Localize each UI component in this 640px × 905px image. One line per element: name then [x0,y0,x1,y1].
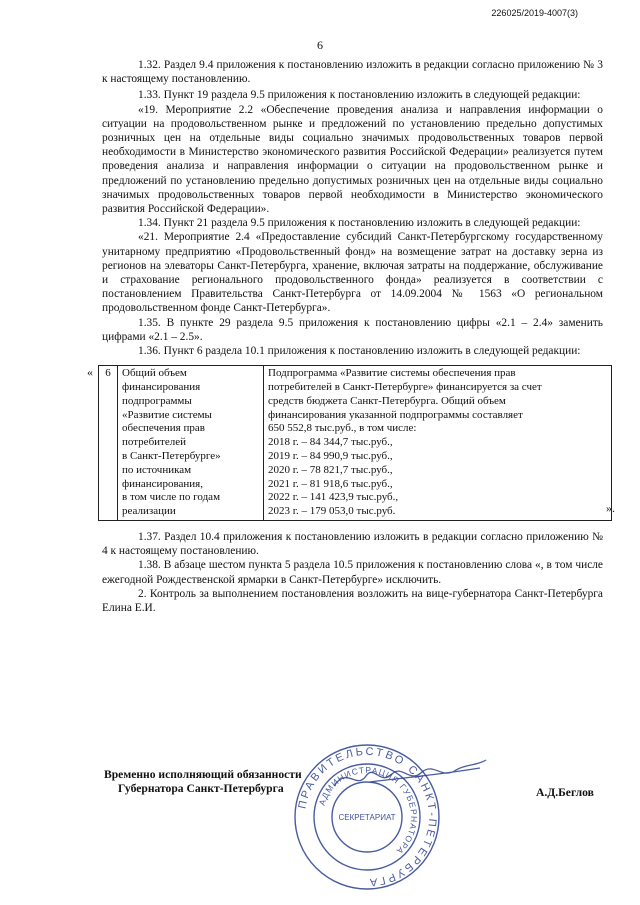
content-line: средств бюджета Санкт-Петербурга. Общий объем [268,394,506,407]
table-open-quote: « [87,365,93,380]
title-line: «Развитие системы [122,408,212,421]
title-line: обеспечения прав [122,422,205,435]
paragraph-1-38: 1.38. В абзаце шестом пункта 5 раздела 10.5 приложения к постановлению слова «, в том числе ежегодной Рождественской ярмарки в Санкт-Петербурге» исключить. [102,559,603,586]
signature-position-line-1: Временно исполняющий обязанности [104,768,302,781]
content-line: потребителей в Санкт-Петербурге» финансируется за счет [268,381,542,394]
paragraph-1-34: 1.34. Пункт 21 раздела 9.5 приложения к постановлению изложить в следующей редакции: [138,217,581,230]
title-line: финансирования, [122,477,203,490]
title-line: финансирования [122,381,201,394]
row-number-cell: 6 [99,366,118,521]
paragraph-1-36: 1.36. Пункт 6 раздела 10.1 приложения к постановлению изложить в следующей редакции: [138,345,581,358]
signatory-name: А.Д.Беглов [536,786,594,799]
paragraph-item-19: «19. Мероприятие 2.2 «Обеспечение проведения анализа и направления информации о ситуации на продовольственном рынке и предложений по установлению предельно допустимых розничных цен на отдельные виды социально значимых продовольственных товаров первой необходимости в Министерство экономического развития Российской Федерации» реализуется путем проведения анализа и направления информации о ситуации на продовольственном рынке и предложений по установлению предельно допустимых розничных цен на отдельные виды социально значимых продовольственных товаров первой необходимости в Министерство экономического развития Российской Федерации». [102,103,603,216]
content-line: 2022 г. – 141 423,9 тыс.руб., [268,491,399,504]
title-line: потребителей [122,436,186,449]
content-line: 2021 г. – 81 918,6 тыс.руб., [268,477,393,490]
table-row [99,366,612,521]
financing-table-wrapper [87,365,615,521]
title-line: Общий объем [122,367,187,380]
title-line: по источникам [122,463,192,476]
table-close-quote: ». [606,500,615,515]
content-line: Подпрограмма «Развитие системы обеспечения прав [268,367,516,380]
row-title-cell [118,366,264,521]
paragraph-1-35: 1.35. В пункте 29 раздела 9.5 приложения к постановлению цифры «2.1 – 2.4» заменить цифрами «2.1 – 2.5». [102,316,603,343]
content-line: 2018 г. – 84 344,7 тыс.руб., [268,436,393,449]
row-content-cell [264,366,612,521]
document-body [87,58,615,615]
paragraph-2-control: 2. Контроль за выполнением постановления возложить на вице-губернатора Санкт-Петербурга Елина Е.И. [102,587,603,615]
page-number: 6 [317,38,323,52]
content-line: 2019 г. – 84 990,9 тыс.руб., [268,450,393,463]
title-line: в Санкт-Петербурге» [122,450,221,463]
content-line: 650 552,8 тыс.руб., в том числе: [268,422,417,435]
content-line: 2023 г. – 179 053,0 тыс.руб. [268,505,396,518]
title-line: подпрограммы [122,394,192,407]
signature-position [104,768,302,796]
seal-center-text: СЕКРЕТАРИАТ [338,813,396,822]
handwritten-signature [330,756,490,796]
signature-position-line-2: Губернатора Санкт-Петербурга [118,782,284,795]
paragraph-1-37: 1.37. Раздел 10.4 приложения к постановлению изложить в редакции согласно приложению № 4 к настоящему постановлению. [102,531,603,558]
seal-inner-text: АДМИНИСТРАЦИЯ ГУБЕРНАТОРА [316,764,420,857]
content-line: финансирования указанной подпрограммы составляет [268,408,523,421]
paragraph-1-32: 1.32. Раздел 9.4 приложения к постановлению изложить в редакции согласно приложению № 3 к настоящему постановлению. [102,59,603,86]
paragraph-1-33: 1.33. Пункт 19 раздела 9.5 приложения к постановлению изложить в следующей редакции: [138,89,581,102]
document-number: 226025/2019-4007(3) [491,8,578,18]
financing-table [98,365,612,521]
paragraph-item-21: «21. Мероприятие 2.4 «Предоставление субсидий Санкт-Петербургскому государственному унитарному предприятию «Продовольственный фонд» на возмещение затрат на доставку зерна из регионов на элеваторы Санкт-Петербурга, хранение, включая затраты на поддержание, обслуживание и страхование регионального продовольственного фонда» реализуется в соответствии с постановлением Правительства Санкт-Петербурга от 14.09.2004 № 1563 «О региональном продовольственном фонде Санкт-Петербурга». [102,231,603,315]
title-line: реализации [122,505,176,518]
title-line: в том числе по годам [122,491,221,504]
seal-outer-text: ПРАВИТЕЛЬСТВО САНКТ-ПЕТЕРБУРГА [296,745,439,889]
content-line: 2020 г. – 78 821,7 тыс.руб., [268,463,393,476]
